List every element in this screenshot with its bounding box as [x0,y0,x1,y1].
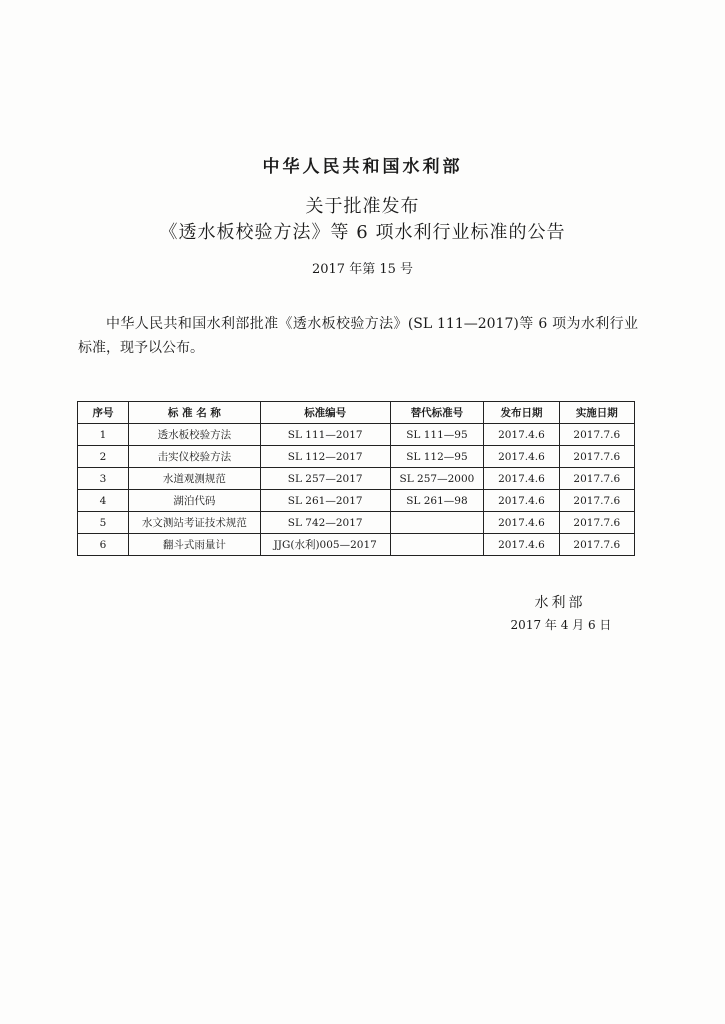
document-number: 2017 年第 15 号 [311,262,414,277]
cell-code: SL 742—2017 [260,512,390,534]
table-header-row [78,402,635,424]
standards-table [77,401,635,556]
cell-publish-date: 2017.4.6 [484,490,559,512]
cell-name: 湖泊代码 [129,490,261,512]
cell-seq: 4 [78,490,129,512]
table-row [78,534,635,556]
table-row [78,512,635,534]
cell-replaced [390,512,484,534]
cell-publish-date: 2017.4.6 [484,468,559,490]
notice-title-line2: 《透水板校验方法》等 6 项水利行业标准的公告 [159,222,566,243]
cell-name: 水道观测规范 [129,468,261,490]
cell-seq: 3 [78,468,129,490]
cell-implement-date: 2017.7.6 [559,446,634,468]
cell-replaced: SL 112—95 [390,446,484,468]
table-row [78,446,635,468]
cell-seq: 6 [78,534,129,556]
notice-title-line1: 关于批准发布 [305,196,420,217]
issuing-ministry: 中华人民共和国水利部 [262,157,463,177]
cell-code: SL 112—2017 [260,446,390,468]
cell-code: SL 111—2017 [260,424,390,446]
header-implement-date: 实施日期 [559,402,634,424]
cell-name: 击实仪校验方法 [129,446,261,468]
cell-implement-date: 2017.7.6 [559,534,634,556]
cell-replaced: SL 261—98 [390,490,484,512]
cell-implement-date: 2017.7.6 [559,424,634,446]
cell-replaced [390,534,484,556]
header-publish-date: 发布日期 [484,402,559,424]
cell-code: JJG(水利)005—2017 [260,534,390,556]
table-row [78,490,635,512]
notice-body: 中华人民共和国水利部批准《透水板校验方法》(SL 111—2017)等 6 项为水利行业标准，现予以公布。 [78,316,638,356]
cell-seq: 1 [78,424,129,446]
cell-name: 水文测站考证技术规范 [129,512,261,534]
cell-seq: 5 [78,512,129,534]
cell-replaced: SL 257—2000 [390,468,484,490]
header-code: 标准编号 [260,402,390,424]
header-seq: 序号 [78,402,129,424]
header-name: 标 准 名 称 [129,402,261,424]
cell-code: SL 257—2017 [260,468,390,490]
cell-name: 透水板校验方法 [129,424,261,446]
table-row [78,424,635,446]
cell-replaced: SL 111—95 [390,424,484,446]
cell-seq: 2 [78,446,129,468]
signature-date: 2017 年 4 月 6 日 [510,618,612,632]
cell-publish-date: 2017.4.6 [484,424,559,446]
cell-publish-date: 2017.4.6 [484,512,559,534]
cell-publish-date: 2017.4.6 [484,534,559,556]
cell-code: SL 261—2017 [260,490,390,512]
header-replaced: 替代标准号 [390,402,484,424]
cell-publish-date: 2017.4.6 [484,446,559,468]
cell-implement-date: 2017.7.6 [559,490,634,512]
cell-name: 翻斗式雨量计 [129,534,261,556]
cell-implement-date: 2017.7.6 [559,468,634,490]
signature-organization: 水利部 [534,595,586,611]
table-row [78,468,635,490]
cell-implement-date: 2017.7.6 [559,512,634,534]
